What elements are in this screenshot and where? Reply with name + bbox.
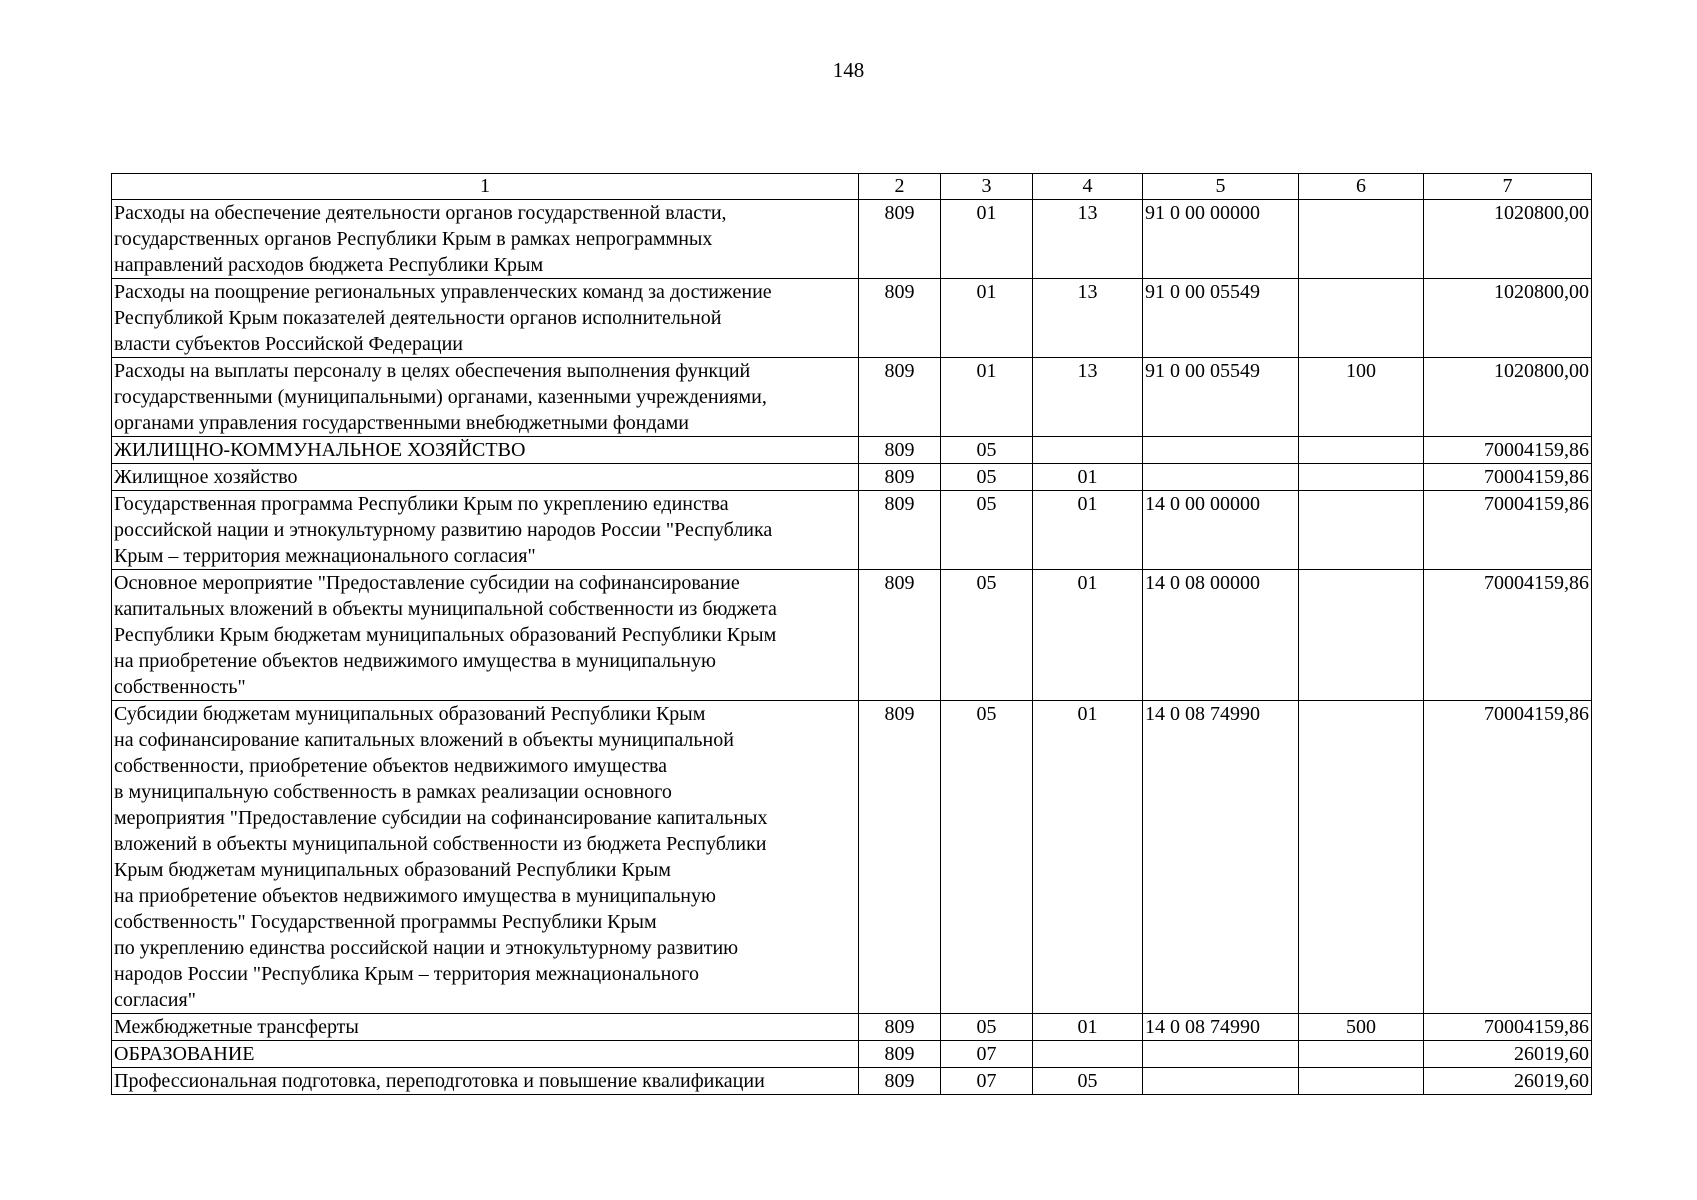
- table-row: [112, 464, 1592, 491]
- col-header-4: 4: [1033, 174, 1143, 200]
- table-row: [112, 437, 1592, 464]
- row-csr: 14 0 08 74990: [1143, 701, 1299, 1014]
- row-amount: 70004159,86: [1424, 701, 1592, 1014]
- row-pr: [1033, 437, 1143, 464]
- row-grbs: 809: [859, 200, 941, 279]
- row-pr: 01: [1033, 464, 1143, 491]
- row-grbs: 809: [859, 358, 941, 437]
- row-pr: 01: [1033, 491, 1143, 570]
- row-rz: 05: [941, 1014, 1033, 1041]
- row-grbs: 809: [859, 437, 941, 464]
- row-rz: 01: [941, 200, 1033, 279]
- row-name: Расходы на поощрение региональных управленческих команд за достижение Республикой Крым показателей деятельности органов исполнительной власти субъектов Российской Федерации: [112, 279, 859, 358]
- row-amount: 70004159,86: [1424, 437, 1592, 464]
- row-grbs: 809: [859, 1068, 941, 1095]
- header-row: [112, 174, 1592, 200]
- row-name: Субсидии бюджетам муниципальных образований Республики Крым на софинансирование капитальных вложений в объекты муниципальной собственности, приобретение объектов недвижимого имущества в муниципальную собственность в рамках реализации основного мероприятия "Предоставление субсидии на софинансирование капитальных вложений в объекты муниципальной собственности из бюджета Республики Крым бюджетам муниципальных образований Республики Крым на приобретение объектов недвижимого имущества в муниципальную собственность" Государственной программы Республики Крым по укреплению единства российской нации и этнокультурному развитию народов России "Республика Крым – территория межнационального согласия": [112, 701, 859, 1014]
- row-name: ОБРАЗОВАНИЕ: [112, 1041, 859, 1068]
- row-pr: 01: [1033, 1014, 1143, 1041]
- row-amount: 1020800,00: [1424, 200, 1592, 279]
- row-grbs: 809: [859, 570, 941, 701]
- row-csr: 91 0 00 05549: [1143, 358, 1299, 437]
- row-name: Расходы на обеспечение деятельности органов государственной власти, государственных органов Республики Крым в рамках непрограммных направлений расходов бюджета Республики Крым: [112, 200, 859, 279]
- row-amount: 1020800,00: [1424, 279, 1592, 358]
- row-grbs: 809: [859, 491, 941, 570]
- table-body: [112, 200, 1592, 1095]
- page-number: 148: [832, 58, 865, 82]
- row-pr: 13: [1033, 279, 1143, 358]
- row-amount: 70004159,86: [1424, 570, 1592, 701]
- row-vr: [1299, 701, 1424, 1014]
- row-rz: 05: [941, 437, 1033, 464]
- row-vr: [1299, 279, 1424, 358]
- row-name: Профессиональная подготовка, переподготовка и повышение квалификации: [112, 1068, 859, 1095]
- table-row: [112, 279, 1592, 358]
- row-rz: 05: [941, 464, 1033, 491]
- table-row: [112, 1041, 1592, 1068]
- row-csr: 14 0 08 00000: [1143, 570, 1299, 701]
- row-csr: 14 0 00 00000: [1143, 491, 1299, 570]
- col-header-7: 7: [1424, 174, 1592, 200]
- row-csr: [1143, 437, 1299, 464]
- row-grbs: 809: [859, 1014, 941, 1041]
- row-name: Расходы на выплаты персоналу в целях обеспечения выполнения функций государственными (муниципальными) органами, казенными учреждениями, органами управления государственными внебюджетными фондами: [112, 358, 859, 437]
- col-header-2: 2: [859, 174, 941, 200]
- row-rz: 05: [941, 570, 1033, 701]
- table-row: [112, 570, 1592, 701]
- row-pr: 13: [1033, 200, 1143, 279]
- budget-table: [111, 173, 1592, 1095]
- row-vr: 100: [1299, 358, 1424, 437]
- col-header-1: 1: [112, 174, 859, 200]
- table-row: [112, 701, 1592, 1014]
- row-vr: [1299, 437, 1424, 464]
- row-grbs: 809: [859, 279, 941, 358]
- row-name: ЖИЛИЩНО-КОММУНАЛЬНОЕ ХОЗЯЙСТВО: [112, 437, 859, 464]
- table-row: [112, 200, 1592, 279]
- row-amount: 70004159,86: [1424, 464, 1592, 491]
- row-name: Основное мероприятие "Предоставление субсидии на софинансирование капитальных вложений в объекты муниципальной собственности из бюджета Республики Крым бюджетам муниципальных образований Республики Крым на приобретение объектов недвижимого имущества в муниципальную собственность": [112, 570, 859, 701]
- row-rz: 05: [941, 491, 1033, 570]
- col-header-6: 6: [1299, 174, 1424, 200]
- row-vr: [1299, 491, 1424, 570]
- row-grbs: 809: [859, 1041, 941, 1068]
- table-row: [112, 358, 1592, 437]
- row-csr: [1143, 1041, 1299, 1068]
- table-row: [112, 1014, 1592, 1041]
- row-vr: [1299, 570, 1424, 701]
- row-vr: 500: [1299, 1014, 1424, 1041]
- row-name: Жилищное хозяйство: [112, 464, 859, 491]
- row-csr: 91 0 00 00000: [1143, 200, 1299, 279]
- row-amount: 70004159,86: [1424, 491, 1592, 570]
- table-row: [112, 1068, 1592, 1095]
- row-amount: 1020800,00: [1424, 358, 1592, 437]
- row-rz: 05: [941, 701, 1033, 1014]
- col-header-5: 5: [1143, 174, 1299, 200]
- row-grbs: 809: [859, 701, 941, 1014]
- row-csr: 91 0 00 05549: [1143, 279, 1299, 358]
- row-name: Межбюджетные трансферты: [112, 1014, 859, 1041]
- row-rz: 07: [941, 1041, 1033, 1068]
- row-csr: [1143, 1068, 1299, 1095]
- row-grbs: 809: [859, 464, 941, 491]
- row-vr: [1299, 200, 1424, 279]
- row-vr: [1299, 464, 1424, 491]
- row-csr: [1143, 464, 1299, 491]
- row-amount: 70004159,86: [1424, 1014, 1592, 1041]
- row-vr: [1299, 1068, 1424, 1095]
- row-amount: 26019,60: [1424, 1041, 1592, 1068]
- row-vr: [1299, 1041, 1424, 1068]
- row-pr: [1033, 1041, 1143, 1068]
- row-rz: 01: [941, 358, 1033, 437]
- col-header-3: 3: [941, 174, 1033, 200]
- row-name: Государственная программа Республики Крым по укреплению единства российской нации и этнокультурному развитию народов России "Республика Крым – территория межнационального согласия": [112, 491, 859, 570]
- row-amount: 26019,60: [1424, 1068, 1592, 1095]
- table-row: [112, 491, 1592, 570]
- row-pr: 05: [1033, 1068, 1143, 1095]
- row-pr: 01: [1033, 701, 1143, 1014]
- row-rz: 01: [941, 279, 1033, 358]
- row-pr: 01: [1033, 570, 1143, 701]
- row-rz: 07: [941, 1068, 1033, 1095]
- row-pr: 13: [1033, 358, 1143, 437]
- row-csr: 14 0 08 74990: [1143, 1014, 1299, 1041]
